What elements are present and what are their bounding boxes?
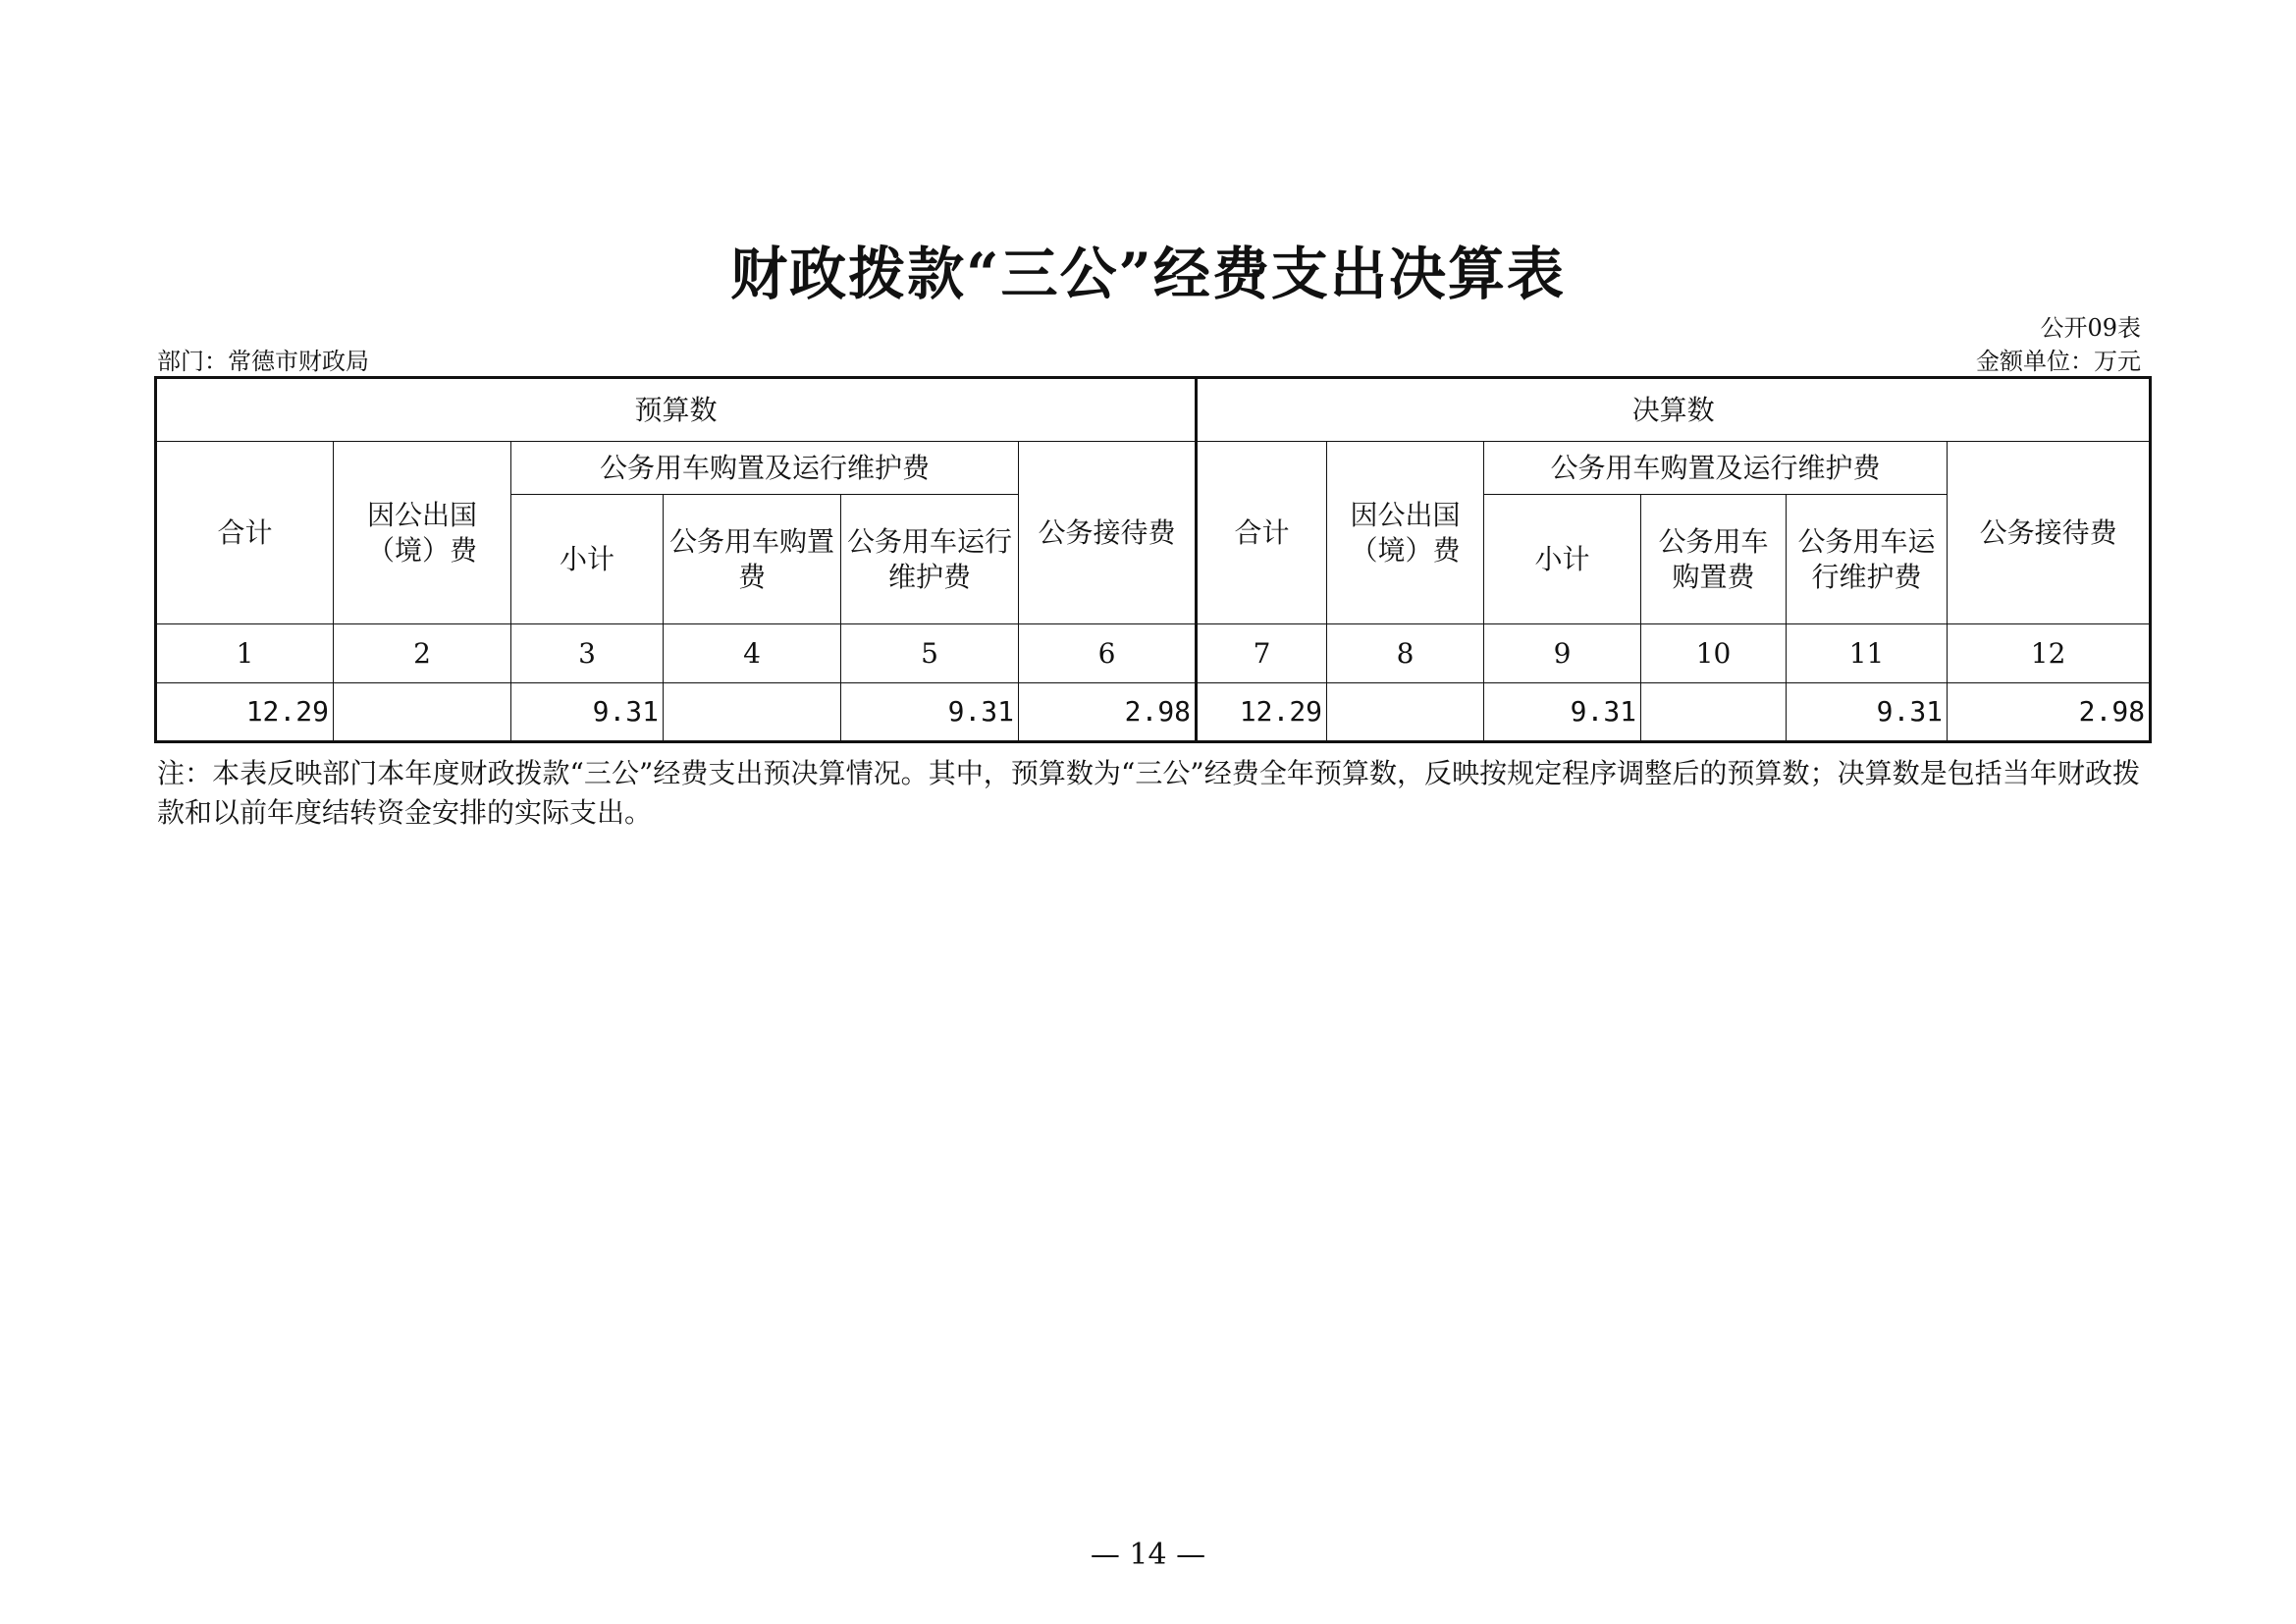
index-cell: 5: [841, 624, 1019, 683]
value-cell: 9.31: [1787, 683, 1948, 742]
value-cell: [1327, 683, 1484, 742]
page-number: — 14 —: [1090, 1538, 1206, 1572]
actual-vehicle-operation-header: 公务用车运行维护费: [1787, 495, 1948, 624]
value-cell: [334, 683, 511, 742]
value-cell: 9.31: [1484, 683, 1641, 742]
table-note: 注：本表反映部门本年度财政拨款“三公”经费支出预决算情况。其中，预算数为“三公”经费全年预算数，反映按规定程序调整后的预算数；决算数是包括当年财政拨款和以前年度结转资金安排的实际支出。: [157, 757, 2140, 829]
index-cell: 1: [156, 624, 334, 683]
index-cell: 8: [1327, 624, 1484, 683]
value-cell: 9.31: [841, 683, 1019, 742]
unit-label: 金额单位：万元: [1976, 348, 2141, 375]
index-cell: 3: [511, 624, 664, 683]
actual-total-header: 合计: [1197, 442, 1327, 624]
budget-overseas-header: 因公出国（境）费: [334, 442, 511, 624]
budget-vehicle-group-header: 公务用车购置及运行维护费: [511, 442, 1019, 495]
actual-overseas-header: 因公出国（境）费: [1327, 442, 1484, 624]
index-cell: 4: [664, 624, 841, 683]
index-cell: 6: [1019, 624, 1197, 683]
actual-vehicle-purchase-header: 公务用车购置费: [1641, 495, 1787, 624]
value-cell: 2.98: [1948, 683, 2151, 742]
three-public-expense-table: [154, 376, 2152, 743]
index-cell: 12: [1948, 624, 2151, 683]
value-cell: [1641, 683, 1787, 742]
value-cell: 12.29: [156, 683, 334, 742]
value-cell: 9.31: [511, 683, 664, 742]
index-cell: 11: [1787, 624, 1948, 683]
value-cell: 2.98: [1019, 683, 1197, 742]
value-cell: 12.29: [1197, 683, 1327, 742]
actual-reception-header: 公务接待费: [1948, 442, 2151, 624]
value-cell: [664, 683, 841, 742]
budget-total-header: 合计: [156, 442, 334, 624]
index-cell: 7: [1197, 624, 1327, 683]
budget-vehicle-purchase-header: 公务用车购置费: [664, 495, 841, 624]
index-row: [156, 624, 2151, 683]
budget-reception-header: 公务接待费: [1019, 442, 1197, 624]
budget-vehicle-operation-header: 公务用车运行维护费: [841, 495, 1019, 624]
index-cell: 10: [1641, 624, 1787, 683]
budget-subtotal-header: 小计: [511, 495, 664, 624]
budget-group-header: 预算数: [156, 378, 1197, 442]
actual-vehicle-group-header: 公务用车购置及运行维护费: [1484, 442, 1948, 495]
actual-subtotal-header: 小计: [1484, 495, 1641, 624]
form-code: 公开09表: [2040, 314, 2141, 342]
index-cell: 9: [1484, 624, 1641, 683]
actual-group-header: 决算数: [1197, 378, 2151, 442]
index-cell: 2: [334, 624, 511, 683]
department-label: 部门：常德市财政局: [157, 348, 369, 375]
value-row: [156, 683, 2151, 742]
page-title: 财政拨款“三公”经费支出决算表: [730, 241, 1566, 307]
